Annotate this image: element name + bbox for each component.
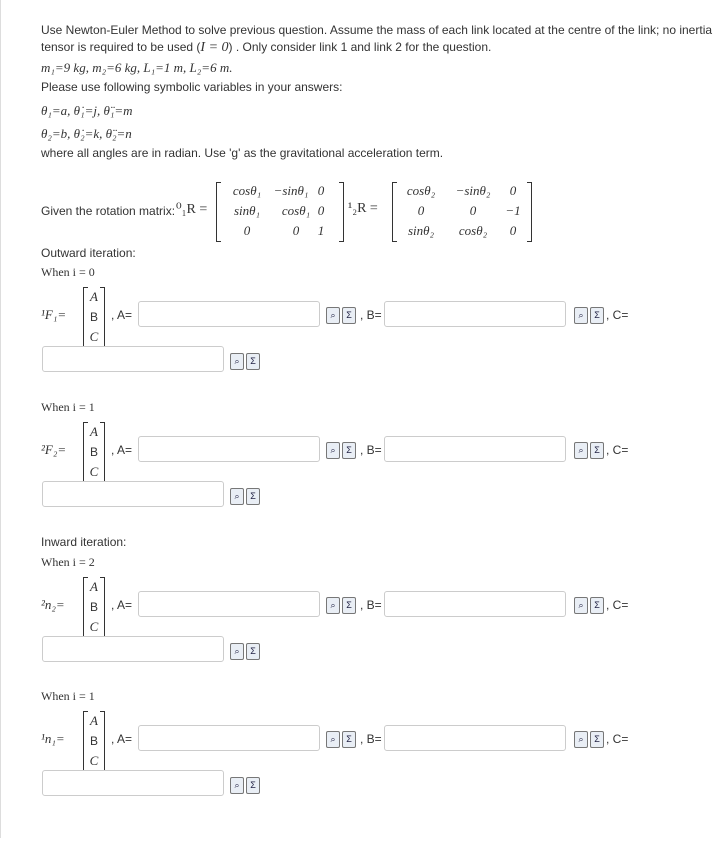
- preview-icon[interactable]: ⌕: [574, 597, 588, 614]
- vector-symbol: ¹n₁=: [41, 731, 65, 746]
- vector-entry: B: [89, 310, 98, 324]
- vector-entry: C: [89, 619, 99, 634]
- inertia-eq: I = 0: [200, 40, 229, 55]
- r12-cell: cosθ₂: [406, 183, 436, 198]
- sigma-icon[interactable]: Σ: [246, 777, 260, 794]
- vector-entry: B: [89, 600, 98, 614]
- preview-icon[interactable]: ⌕: [574, 731, 588, 748]
- r12-cell: 0: [417, 203, 425, 218]
- rotation-label: Given the rotation matrix:: [41, 204, 176, 218]
- angles-line: where all angles are in radian. Use 'g' as the gravitational acceleration term.: [41, 146, 444, 160]
- preview-icon[interactable]: ⌕: [230, 643, 244, 660]
- vector-entry: C: [89, 329, 99, 344]
- r01-cell: −sinθ₁: [273, 183, 309, 198]
- preview-icon[interactable]: ⌕: [574, 442, 588, 459]
- r01-cell: cosθ₁: [232, 183, 262, 198]
- vector-entry: C: [89, 464, 99, 479]
- intro-line-2: [41, 39, 722, 56]
- answer-c-tools: [230, 643, 262, 661]
- r01-cell: cosθ₁: [281, 203, 311, 218]
- answer-c-input[interactable]: [42, 770, 224, 796]
- r12-cell: 0: [469, 203, 477, 218]
- vector-symbol: ¹F₁=: [41, 307, 67, 322]
- a-label: , A=: [111, 443, 133, 457]
- matrix-r12: [392, 182, 532, 242]
- when-label: When i = 2: [41, 555, 95, 569]
- sigma-icon[interactable]: Σ: [590, 307, 604, 324]
- sigma-icon[interactable]: Σ: [342, 597, 356, 614]
- r01-cell: 0: [292, 223, 300, 238]
- answer-a-tools: [326, 307, 358, 325]
- answer-b-input[interactable]: [384, 436, 566, 462]
- r12-cell: −sinθ₂: [455, 183, 491, 198]
- unknown-vector: [83, 287, 105, 349]
- r01-label: ⁰₁R =: [176, 202, 208, 217]
- b-label: , B=: [360, 308, 382, 322]
- when-label: When i = 0: [41, 265, 95, 279]
- params-line: m₁=9 kg, m₂=6 kg, L₁=1 m, L₂=6 m.: [41, 60, 233, 75]
- sigma-icon[interactable]: Σ: [246, 643, 260, 660]
- r01-cell: 0: [243, 223, 251, 238]
- sigma-icon[interactable]: Σ: [590, 597, 604, 614]
- sigma-icon[interactable]: Σ: [246, 488, 260, 505]
- when-label: When i = 1: [41, 689, 95, 703]
- preview-icon[interactable]: ⌕: [230, 777, 244, 794]
- r12-cell: 0: [509, 223, 517, 238]
- preview-icon[interactable]: ⌕: [326, 731, 340, 748]
- answer-a-tools: [326, 731, 358, 749]
- vector-entry: A: [90, 424, 98, 439]
- b-label: , B=: [360, 732, 382, 746]
- answer-b-input[interactable]: [384, 725, 566, 751]
- a-label: , A=: [111, 308, 133, 322]
- preview-icon[interactable]: ⌕: [326, 597, 340, 614]
- sigma-icon[interactable]: Σ: [590, 442, 604, 459]
- c-label: , C=: [606, 308, 629, 322]
- r12-cell: cosθ₂: [458, 223, 488, 238]
- answer-b-input[interactable]: [384, 591, 566, 617]
- answer-b-tools: [574, 442, 606, 460]
- r12-cell: −1: [505, 203, 521, 218]
- answer-c-tools: [230, 777, 262, 795]
- answer-b-tools: [574, 597, 606, 615]
- intro-line-1: Use Newton-Euler Method to solve previous question. Assume the mass of each link located at the centre of the link; no inertia: [41, 23, 713, 37]
- vector-entry: A: [90, 579, 98, 594]
- answer-b-tools: [574, 731, 606, 749]
- r01-cell: 0: [317, 203, 325, 218]
- vector-symbol: ²n₂=: [41, 597, 65, 612]
- when-label: When i = 1: [41, 400, 95, 414]
- r01-cell: 1: [317, 223, 325, 238]
- preview-icon[interactable]: ⌕: [230, 488, 244, 505]
- answer-b-tools: [574, 307, 606, 325]
- answer-a-input[interactable]: [138, 725, 320, 751]
- vars-line-1: θ₁=a, θ̇₁=j, θ̈₁=m: [41, 103, 133, 118]
- answer-a-tools: [326, 442, 358, 460]
- sigma-icon[interactable]: Σ: [342, 731, 356, 748]
- answer-a-tools: [326, 597, 358, 615]
- r01-cell: 0: [317, 183, 325, 198]
- preview-icon[interactable]: ⌕: [230, 353, 244, 370]
- answer-a-input[interactable]: [138, 591, 320, 617]
- unknown-vector: [83, 577, 105, 639]
- answer-c-input[interactable]: [42, 346, 224, 372]
- vector-entry: C: [89, 753, 99, 768]
- symbolic-line: Please use following symbolic variables in your answers:: [41, 80, 343, 94]
- r12-cell: 0: [509, 183, 517, 198]
- outward-label: Outward iteration:: [41, 246, 136, 260]
- vector-entry: B: [89, 734, 98, 748]
- preview-icon[interactable]: ⌕: [326, 442, 340, 459]
- vector-entry: A: [90, 713, 98, 728]
- c-label: , C=: [606, 443, 629, 457]
- vector-entry: A: [90, 289, 98, 304]
- question-content: [41, 22, 722, 162]
- inward-label: Inward iteration:: [41, 535, 127, 549]
- vars-line-2: θ₂=b, θ̇₂=k, θ̈₂=n: [41, 126, 132, 141]
- sigma-icon[interactable]: Σ: [342, 307, 356, 324]
- intro-line-2b: ) . Only consider link 1 and link 2 for the question.: [228, 40, 492, 54]
- sigma-icon[interactable]: Σ: [590, 731, 604, 748]
- sigma-icon[interactable]: Σ: [342, 442, 356, 459]
- r01-cell: sinθ₁: [233, 203, 261, 218]
- page-left-border: [0, 0, 1, 838]
- unknown-vector: [83, 711, 105, 773]
- sigma-icon[interactable]: Σ: [246, 353, 260, 370]
- answer-a-input[interactable]: [138, 436, 320, 462]
- a-label: , A=: [111, 732, 133, 746]
- vector-entry: B: [89, 445, 98, 459]
- answer-a-input[interactable]: [138, 301, 320, 327]
- c-label: , C=: [606, 732, 629, 746]
- answer-c-tools: [230, 488, 262, 506]
- a-label: , A=: [111, 598, 133, 612]
- unknown-vector: [83, 422, 105, 484]
- preview-icon[interactable]: ⌕: [574, 307, 588, 324]
- matrix-r01: [216, 182, 344, 242]
- r12-cell: sinθ₂: [407, 223, 435, 238]
- b-label: , B=: [360, 443, 382, 457]
- intro-line-2a: tensor is required to be used (: [41, 40, 201, 54]
- answer-c-tools: [230, 353, 262, 371]
- r12-label: ¹₂R =: [348, 201, 378, 216]
- answer-c-input[interactable]: [42, 481, 224, 507]
- answer-b-input[interactable]: [384, 301, 566, 327]
- vector-symbol: ²F₂=: [41, 442, 67, 457]
- c-label: , C=: [606, 598, 629, 612]
- preview-icon[interactable]: ⌕: [326, 307, 340, 324]
- answer-c-input[interactable]: [42, 636, 224, 662]
- b-label: , B=: [360, 598, 382, 612]
